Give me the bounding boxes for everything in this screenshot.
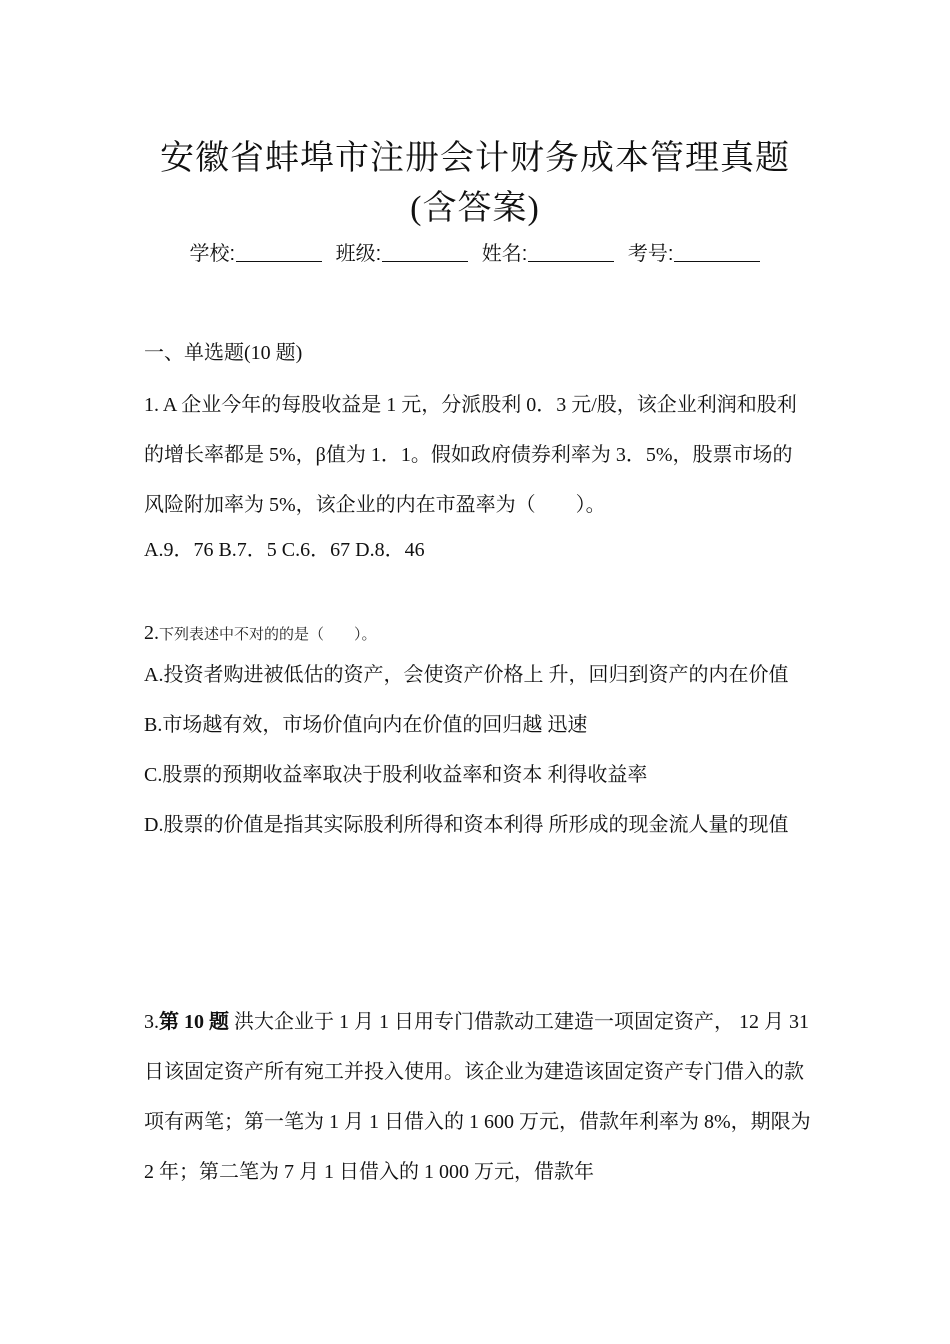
question-2-number: 2. [144,622,159,644]
question-3-number: 3. [144,1011,159,1033]
exam-number-blank [674,261,760,262]
question-2-stem [144,622,377,645]
question-2-option-d: D.股票的价值是指其实际股利所得和资本利得 所形成的现金流人量的现值 [144,814,789,836]
question-2-option-b: B.市场越有效，市场价值向内在价值的回归越 迅速 [144,714,588,736]
school-blank [236,261,322,262]
student-info-line [0,237,950,266]
question-2-option-c: C.股票的预期收益率取决于股利收益率和资本 利得收益率 [144,764,648,786]
question-1-options: A.9．76 B.7．5 C.6．67 D.8．46 [144,539,425,561]
question-3-stem [144,997,812,1197]
name-blank [528,261,614,262]
document-title-line2: (含答案) [410,190,540,227]
name-label: 姓名: [481,243,528,265]
question-2-options [144,650,812,850]
school-field [190,243,323,265]
name-field [482,243,615,265]
question-3-label: 第 10 题 [159,1011,229,1033]
exam-number-field [628,243,761,265]
class-blank [382,261,468,262]
class-label: 班级: [335,243,382,265]
question-1-stem: 1. A 企业今年的每股收益是 1 元，分派股利 0．3 元/股，该企业利润和股利的增长率都是 5%，β值为 1．1。假如政府债券利率为 3．5%，股票市场的风险附加率为 5%，该企业的内在市盈率为（ ）。 [144,394,797,516]
section-heading: 一、单选题(10 题) [144,342,303,364]
school-label: 学校: [189,243,236,265]
question-2-option-a: A.投资者购进被低估的资产，会使资产价格上 升，回归到资产的内在价值 [144,664,789,686]
class-field [336,243,469,265]
exam-number-label: 考号: [627,243,674,265]
question-2-text: 下列表述中不对的的是（ ）。 [159,626,377,643]
question-3-text: 洪大企业于 1 月 1 日用专门借款动工建造一项固定资产， 12 月 31 日该固定资产所有宛工并投入使用。该企业为建造该固定资产专门借入的款项有两笔；第一笔为 1 月 1 日借入的 1 600 万元，借款年利率为 8%，期限为 2 年；第二笔为 7 月 1 日借入的 1 000 万元，借款年 [144,1011,811,1183]
document-title-line1: 安徽省蚌埠市注册会计财务成本管理真题 [160,140,790,177]
